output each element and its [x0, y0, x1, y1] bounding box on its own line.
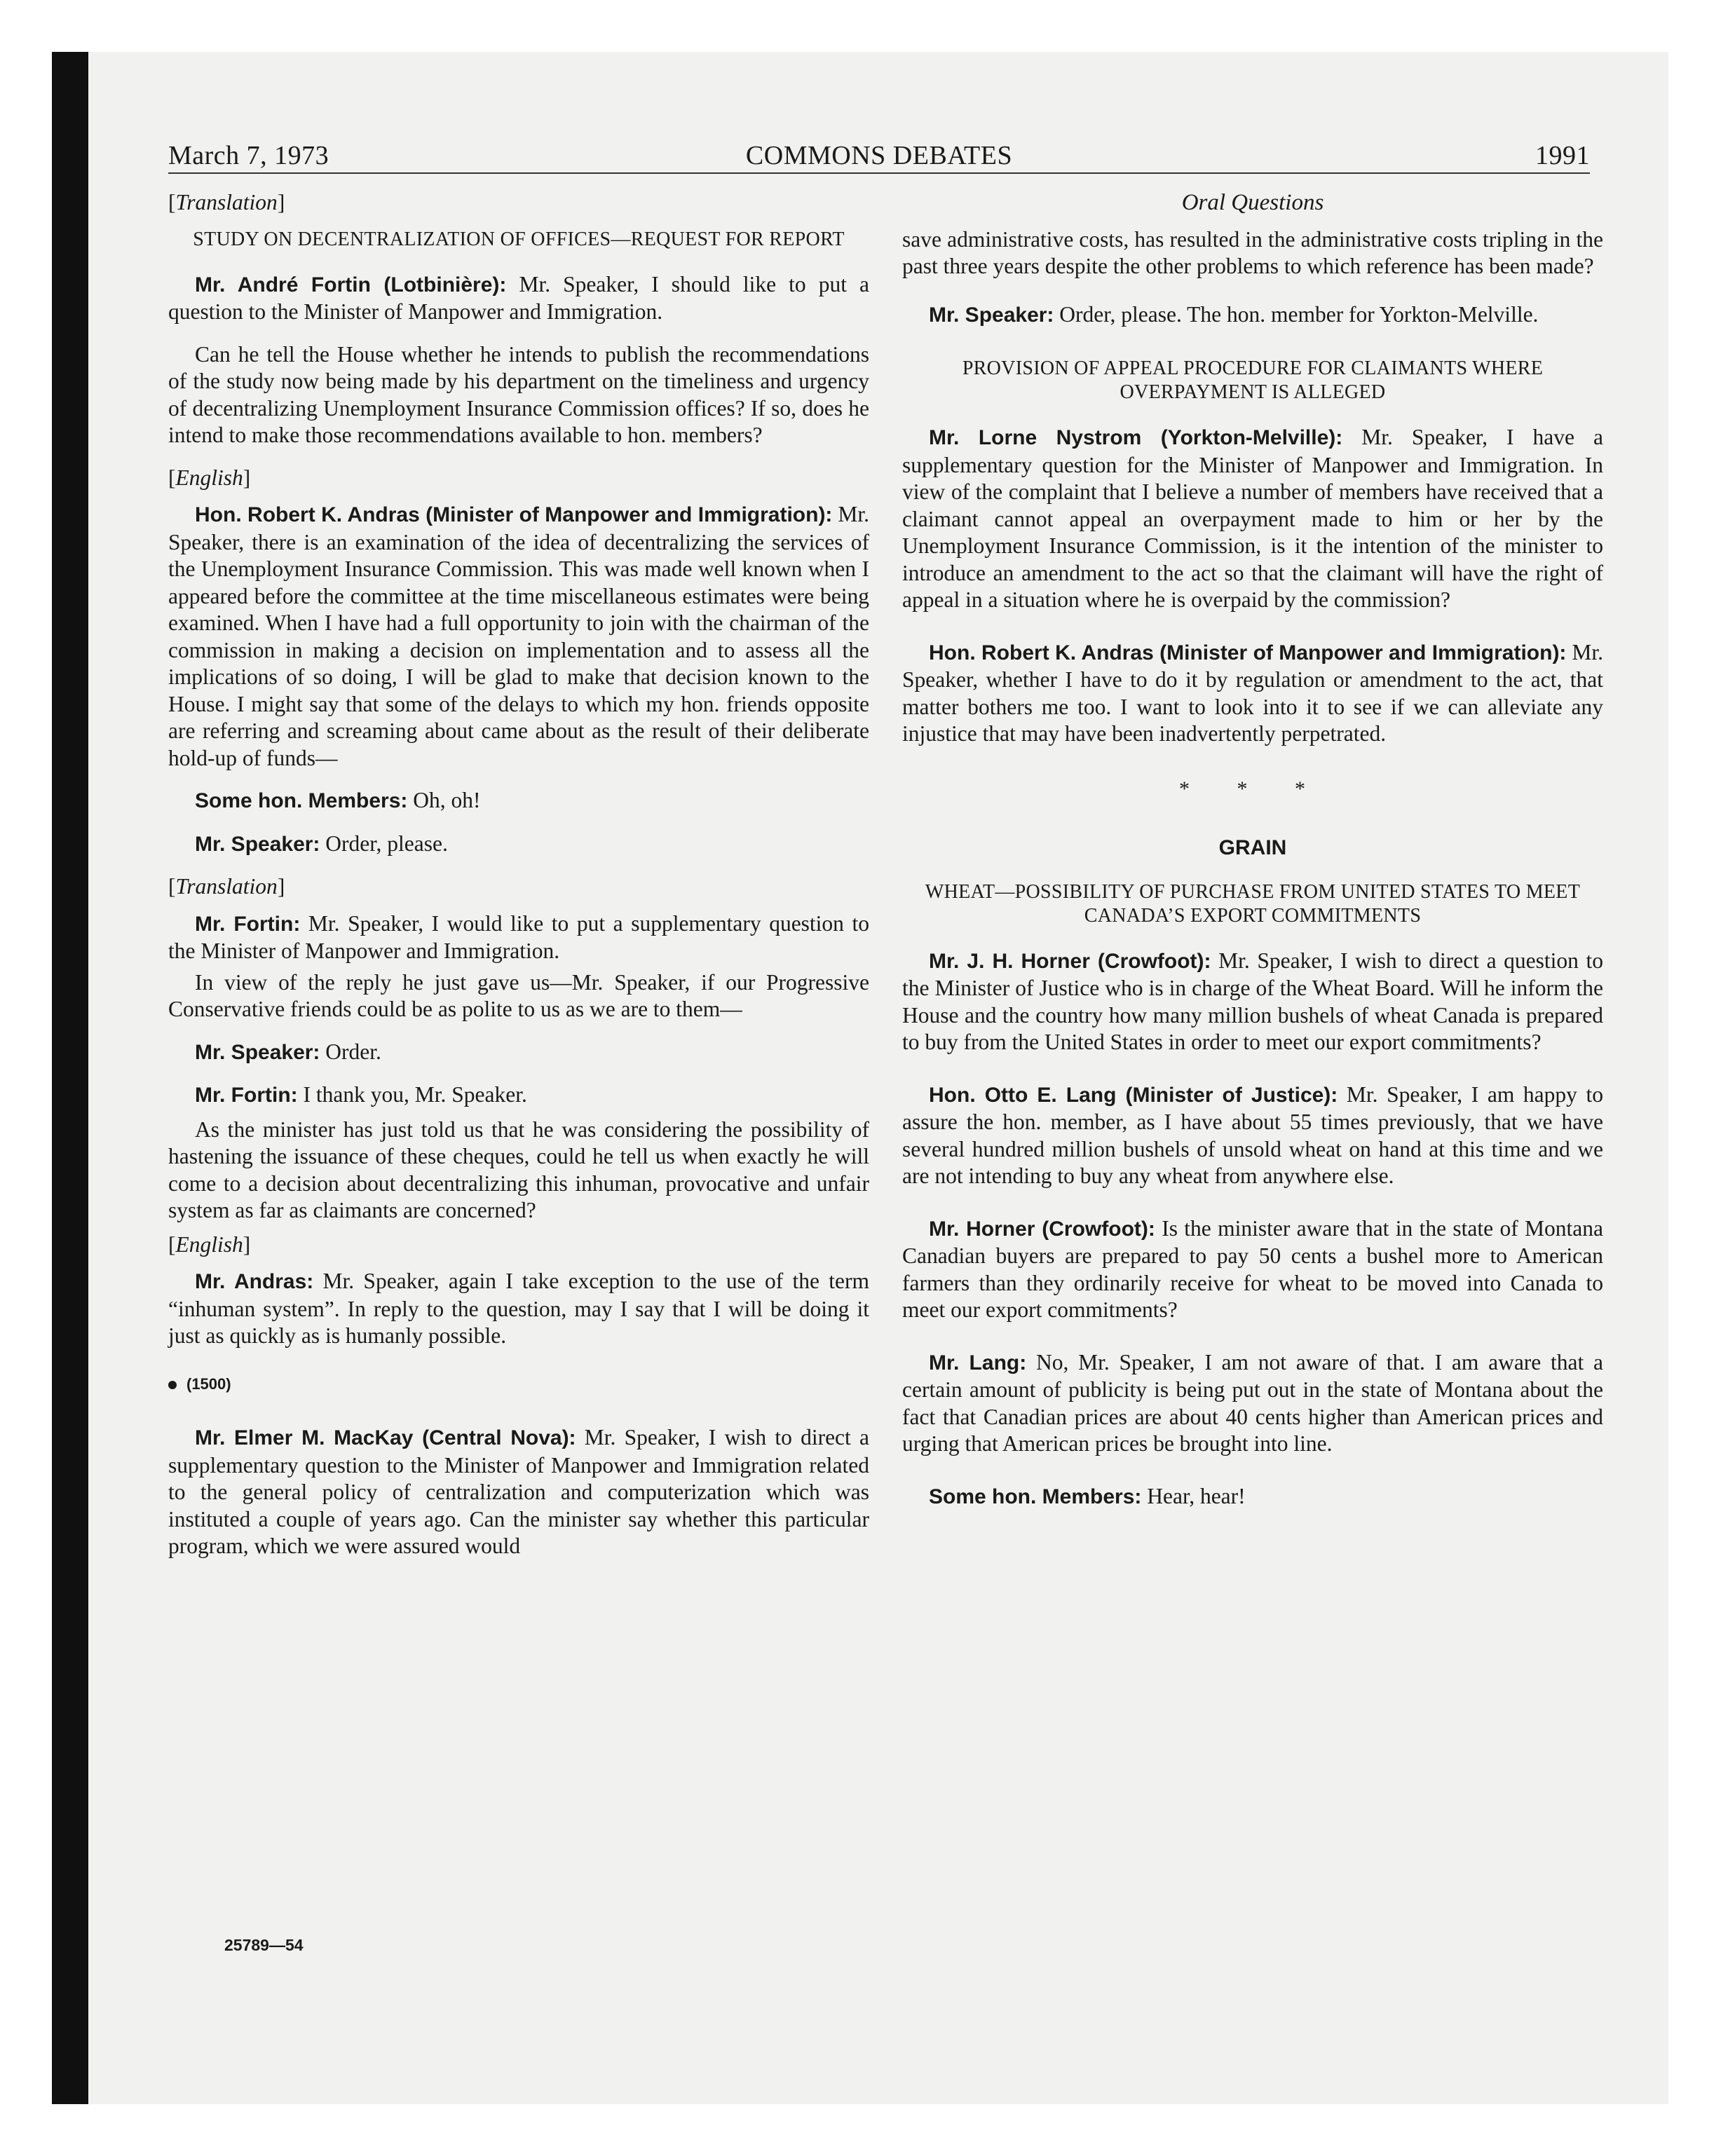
- language-marker: [English]: [168, 1231, 251, 1257]
- section-running-title: Oral Questions: [1181, 190, 1324, 215]
- speaker-name: Mr. Andras:: [195, 1270, 314, 1293]
- speaker-name: Mr. André Fortin (Lotbinière):: [195, 273, 507, 296]
- section-heading: STUDY ON DECENTRALIZATION OF OFFICES—REQUEST FOR REPORT: [193, 228, 845, 250]
- speech-paragraph: Mr. Fortin: I thank you, Mr. Speaker.: [195, 1082, 527, 1107]
- speaker-name: Some hon. Members:: [929, 1485, 1142, 1508]
- running-header: [168, 135, 1590, 174]
- speech-paragraph: In view of the reply he just gave us—Mr. Speaker, if our Progressive Conservative friends could be as polite to us as we are to them—: [168, 969, 869, 1021]
- speech-paragraph: Mr. Lang: No, Mr. Speaker, I am not aware of that. I am aware that a certain amount of publicity is being put out in the state of Montana about the fact that Canadian prices are about 40 cents higher than American prices and urging that American prices be brought into line.: [902, 1349, 1603, 1456]
- speech-paragraph: Mr. Speaker: Order, please. The hon. member for Yorkton-Melville.: [929, 301, 1539, 327]
- speech-paragraph: Hon. Robert K. Andras (Minister of Manpower and Immigration): Mr. Speaker, whether I have to do it by regulation or amendment to the act, that matter bothers me too. I want to look into it to see if we can alleviate any injustice that may have been inadvertently perpetrated.: [902, 639, 1603, 746]
- header-publication-title: COMMONS DEBATES: [745, 141, 1013, 170]
- header-date: March 7, 1973: [168, 141, 329, 170]
- speaker-name: Mr. Horner (Crowfoot):: [929, 1217, 1155, 1241]
- speaker-name: Hon. Robert K. Andras (Minister of Manpower and Immigration):: [195, 503, 833, 526]
- speaker-name: Mr. Fortin:: [195, 1084, 298, 1107]
- speaker-name: Mr. Speaker:: [195, 1040, 320, 1064]
- speaker-name: Mr. Lang:: [929, 1351, 1027, 1374]
- section-divider: * * *: [1179, 777, 1326, 800]
- speech-paragraph: save administrative costs, has resulted in the administrative costs tripling in the past three years despite the other problems to which reference has been made?: [902, 226, 1603, 278]
- left-column: [168, 189, 869, 1576]
- speaker-name: Mr. Fortin:: [195, 912, 301, 936]
- speech-paragraph: Mr. Elmer M. MacKay (Central Nova): Mr. Speaker, I wish to direct a supplementary question to the Minister of Manpower and Immigration related to the general policy of centralization and computerization which was instituted a couple of years ago. Can the minister say whether this particular program, which we were assured would: [168, 1425, 869, 1558]
- speaker-name: Mr. Speaker:: [929, 303, 1054, 327]
- speaker-name: Hon. Otto E. Lang (Minister of Justice):: [929, 1083, 1338, 1107]
- language-marker: [English]: [168, 465, 251, 490]
- speech-paragraph: Some hon. Members: Oh, oh!: [195, 788, 481, 812]
- speech-paragraph: Mr. Speaker: Order.: [195, 1039, 381, 1064]
- speech-paragraph: Mr. Lorne Nystrom (Yorkton-Melville): Mr. Speaker, I have a supplementary question for the Minister of Manpower and Immigration. In view of the complaint that I believe a number of members have received that a claimant cannot appeal an overpayment made to him or her by the Unemployment Insurance Commission, is it the intention of the minister to introduce an amendment to the act so that the claimant will have the right of appeal in a situation where he is overpaid by the commission?: [902, 425, 1603, 612]
- printer-signature-code: 25789—54: [224, 1936, 304, 1954]
- section-heading: WHEAT—POSSIBILITY OF PURCHASE FROM UNITED STATES TO MEET CANADA’S EXPORT COMMITMENTS: [925, 880, 1581, 927]
- subject-heading: GRAIN: [1218, 836, 1287, 859]
- speaker-name: Hon. Robert K. Andras (Minister of Manpower and Immigration):: [929, 641, 1567, 664]
- language-marker: [Translation]: [168, 190, 285, 214]
- time-marker: (1500): [168, 1371, 869, 1398]
- speech-paragraph: Mr. Fortin: Mr. Speaker, I would like to put a supplementary question to the Minister of Manpower and Immigration.: [168, 910, 869, 963]
- speech-paragraph: As the minister has just told us that he was considering the possibility of hastening the issuance of these cheques, could he tell us when exactly he will come to a decision about decentralizing this inhuman, provocative and unfair system as far as claimants are concerned?: [168, 1117, 869, 1222]
- language-marker: [Translation]: [168, 874, 285, 899]
- bullet-icon: [168, 1381, 177, 1389]
- speaker-name: Mr. Lorne Nystrom (Yorkton-Melville):: [929, 426, 1343, 449]
- speaker-name: Mr. J. H. Horner (Crowfoot):: [929, 949, 1211, 973]
- speech-paragraph: Mr. Andras: Mr. Speaker, again I take exception to the use of the term “inhuman system”. In reply to the question, may I say that I will be doing it just as quickly as is humanly possible.: [168, 1269, 869, 1348]
- right-column: [902, 189, 1603, 1526]
- speech-paragraph: Mr. Speaker: Order, please.: [195, 831, 448, 856]
- header-page-number: 1991: [1535, 141, 1590, 170]
- speaker-name: Some hon. Members:: [195, 789, 408, 812]
- speaker-name: Mr. Elmer M. MacKay (Central Nova):: [195, 1426, 576, 1449]
- speech-paragraph: Mr. Horner (Crowfoot): Is the minister aware that in the state of Montana Canadian buyers are prepared to pay 50 cents a bushel more to American farmers than they ordinarily receive for wheat to be moved into Canada to meet our export commitments?: [902, 1215, 1604, 1322]
- speech-paragraph: Mr. André Fortin (Lotbinière): Mr. Speaker, I should like to put a question to the Minister of Manpower and Immigration.: [168, 271, 869, 324]
- speech-paragraph: Mr. J. H. Horner (Crowfoot): Mr. Speaker, I wish to direct a question to the Minister of Justice who is in charge of the Wheat Board. Will he inform the House and the country how many million bushels of wheat Canada is prepared to buy from the United States in order to meet our export commitments?: [902, 948, 1603, 1054]
- speech-paragraph: Some hon. Members: Hear, hear!: [929, 1483, 1246, 1508]
- scan-edge-shadow: [52, 52, 88, 2104]
- speaker-name: Mr. Speaker:: [195, 832, 320, 856]
- speech-paragraph: Hon. Robert K. Andras (Minister of Manpower and Immigration): Mr. Speaker, there is an examination of the idea of decentralizing the services of the Unemployment Insurance Commission. This was made well known when I appeared before the committee at the time miscellaneous estimates were being examined. When I have had a full opportunity to join with the chairman of the commission in making a decision on implementation and to assess all the implications of so doing, I will be glad to make that decision known to the House. I might say that some of the delays to which my hon. friends opposite are referring and screaming about came about as the result of their deliberate hold-up of funds—: [168, 502, 869, 770]
- section-heading: PROVISION OF APPEAL PROCEDURE FOR CLAIMANTS WHERE OVERPAYMENT IS ALLEGED: [962, 357, 1544, 403]
- speech-paragraph: Hon. Otto E. Lang (Minister of Justice): Mr. Speaker, I am happy to assure the hon. member, as I have about 55 times previously, that we have several hundred million bushels of unsold wheat on hand at this time and we are not intending to buy any wheat from anywhere else.: [902, 1082, 1603, 1188]
- speech-paragraph: Can he tell the House whether he intends to publish the recommendations of the study now being made by his department on the timeliness and urgency of decentralizing Unemployment Insurance Commission offices? If so, does he intend to make those recommendations available to hon. members?: [168, 341, 869, 447]
